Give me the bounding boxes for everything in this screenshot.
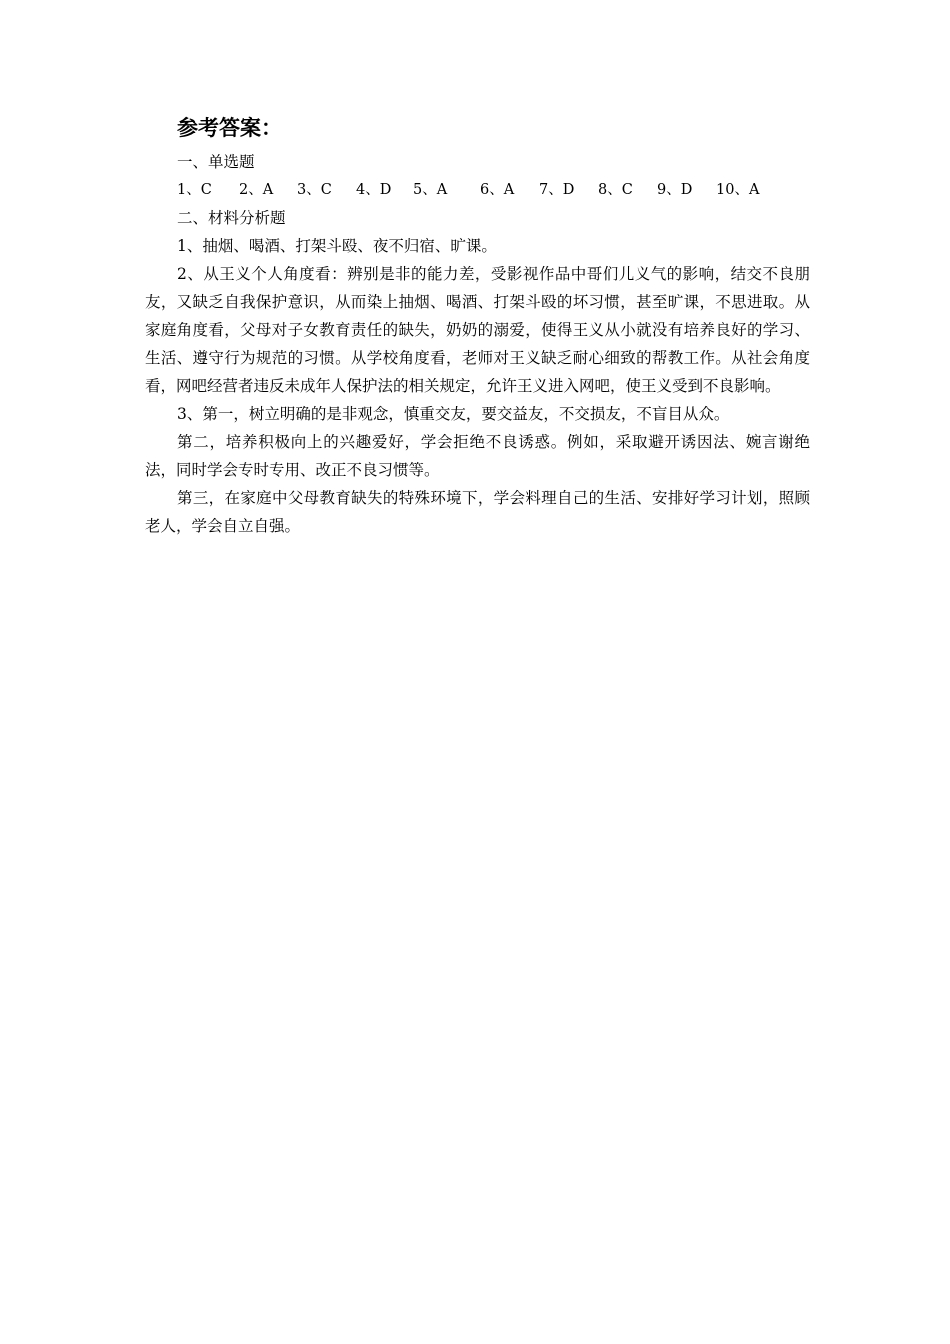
single-choice-answers: [145, 176, 810, 204]
answer-paragraph: 1、抽烟、喝酒、打架斗殴、夜不归宿、旷课。: [177, 237, 497, 255]
document-title: 参考答案：: [177, 116, 282, 140]
answer-item: 2、A: [239, 182, 274, 198]
answer-item: 5、A: [413, 182, 448, 198]
answer-item: 3、C: [297, 182, 332, 198]
answer-item: 8、C: [598, 182, 633, 198]
answer-item: 7、D: [539, 182, 575, 198]
answer-paragraph: 第二，培养积极向上的兴趣爱好，学会拒绝不良诱惑。例如，采取避开诱因法、婉言谢绝法，同时学会专时专用、改正不良习惯等。: [145, 433, 810, 479]
answer-item: 4、D: [356, 182, 392, 198]
answer-paragraph: 3、第一，树立明确的是非观念，慎重交友，要交益友，不交损友，不盲目从众。: [177, 405, 730, 423]
section-heading-single-choice: 一、单选题: [177, 153, 255, 171]
answer-item: 1、C: [177, 182, 212, 198]
answer-paragraph: 2、从王义个人角度看：辨别是非的能力差，受影视作品中哥们儿义气的影响，结交不良朋友，又缺乏自我保护意识，从而染上抽烟、喝酒、打架斗殴的坏习惯，甚至旷课，不思进取。从家庭角度看，父母对子女教育责任的缺失，奶奶的溺爱，使得王义从小就没有培养良好的学习、生活、遵守行为规范的习惯。从学校角度看，老师对王义缺乏耐心细致的帮教工作。从社会角度看，网吧经营者违反未成年人保护法的相关规定，允许王义进入网吧，使王义受到不良影响。: [145, 265, 810, 395]
section-heading-material-analysis: 二、材料分析题: [177, 209, 286, 227]
answer-item: 6、A: [480, 182, 515, 198]
answer-key-content: [145, 112, 810, 540]
answer-item: 9、D: [657, 182, 693, 198]
answer-item: 10、A: [716, 182, 760, 198]
answer-paragraph: 第三，在家庭中父母教育缺失的特殊环境下，学会料理自己的生活、安排好学习计划，照顾老人，学会自立自强。: [145, 489, 810, 535]
